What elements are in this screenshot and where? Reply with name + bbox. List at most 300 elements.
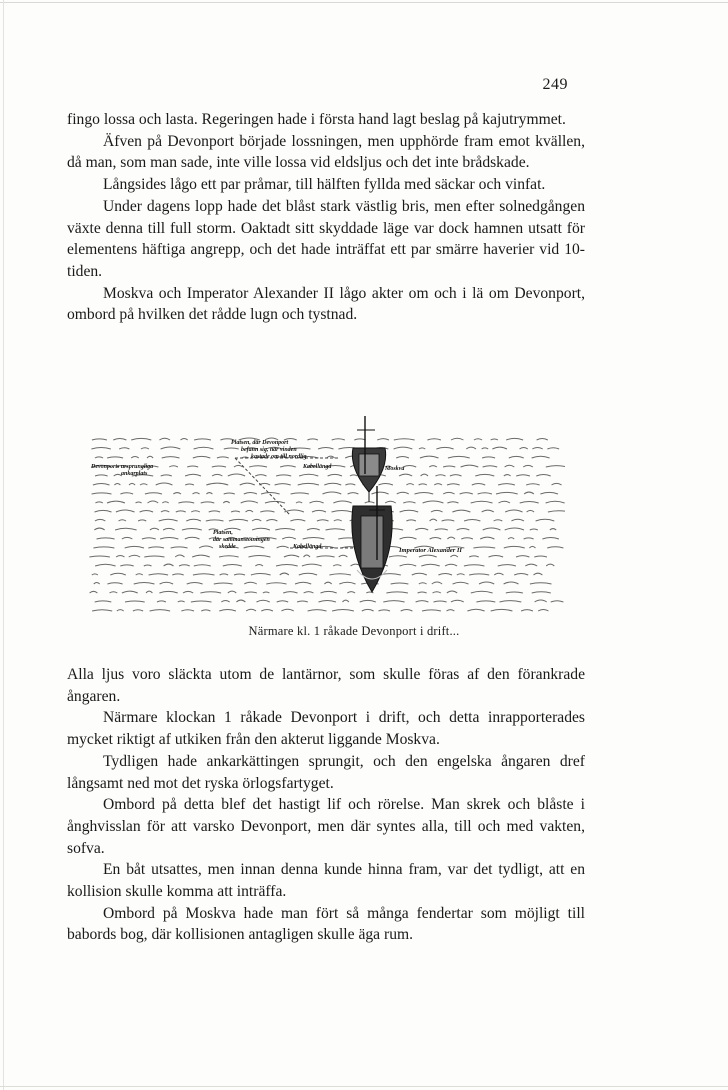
wave-stroke <box>339 582 355 584</box>
wave-stroke <box>329 574 351 575</box>
wave-stroke <box>550 529 556 530</box>
wave-stroke <box>255 565 263 567</box>
wave-stroke <box>532 448 543 450</box>
wave-stroke <box>97 538 115 539</box>
wave-stroke <box>116 556 124 558</box>
wave-stroke <box>187 466 198 467</box>
wave-stroke <box>333 565 341 566</box>
wave-stroke <box>93 547 114 548</box>
wave-stroke <box>396 457 409 459</box>
wave-stroke <box>516 475 530 476</box>
wave-stroke <box>147 456 153 458</box>
wave-stroke <box>478 493 492 494</box>
wave-stroke <box>546 501 565 503</box>
wave-stroke <box>418 592 427 593</box>
wave-stroke <box>223 564 242 566</box>
wave-stroke <box>504 475 511 476</box>
wave-stroke <box>389 556 407 557</box>
wave-stroke <box>134 583 155 585</box>
scan-edge-left <box>3 0 4 1090</box>
wave-stroke <box>377 439 389 440</box>
wave-stroke <box>291 493 309 494</box>
wave-stroke <box>479 582 494 584</box>
wave-stroke <box>317 556 335 557</box>
wave-stroke <box>420 456 439 458</box>
wave-stroke <box>231 511 240 512</box>
wave-stroke <box>146 591 152 593</box>
wave-stroke <box>348 493 359 494</box>
text-block-top <box>67 109 585 326</box>
wave-stroke <box>321 591 337 593</box>
label-moskva: Moskva <box>385 466 405 472</box>
wave-stroke <box>385 501 396 503</box>
wave-stroke <box>546 564 554 566</box>
wave-stroke <box>307 528 320 530</box>
wave-stroke <box>482 510 494 512</box>
wave-stroke <box>266 583 286 584</box>
wave-stroke <box>343 600 349 602</box>
scan-edge-bottom <box>0 1086 728 1087</box>
harbor-drawing <box>85 410 565 618</box>
wave-stroke <box>194 447 214 449</box>
wave-stroke <box>379 610 391 611</box>
wave-stroke <box>141 448 149 449</box>
wave-stroke <box>246 609 256 611</box>
label-ankarplats: ankarplats <box>121 471 148 477</box>
wave-stroke <box>261 493 280 494</box>
wave-stroke <box>299 474 318 476</box>
wave-stroke <box>547 448 559 449</box>
wave-stroke <box>482 457 495 458</box>
wave-stroke <box>514 574 528 576</box>
wave-stroke <box>475 474 494 476</box>
wave-stroke <box>500 601 522 602</box>
wave-stroke <box>280 573 289 575</box>
label-platsen2: där sammanstötningen <box>213 537 270 543</box>
wave-stroke <box>415 528 428 530</box>
wave-stroke <box>142 538 156 539</box>
wave-stroke <box>241 501 258 503</box>
wave-stroke <box>295 582 311 584</box>
wave-stroke <box>187 583 203 585</box>
wave-stroke <box>244 582 257 584</box>
wave-stroke <box>524 538 534 539</box>
wave-stroke <box>113 439 126 441</box>
wave-stroke <box>244 492 257 494</box>
wave-stroke <box>221 601 229 603</box>
wave-stroke <box>419 448 425 449</box>
wave-stroke <box>324 582 331 584</box>
wave-stroke <box>457 574 465 575</box>
wave-stroke <box>365 502 375 503</box>
wave-stroke <box>282 537 296 539</box>
wave-stroke <box>460 493 473 494</box>
wave-stroke <box>161 475 172 476</box>
wave-stroke <box>200 592 221 593</box>
wave-stroke <box>163 528 175 530</box>
wave-stroke <box>401 610 413 612</box>
wave-stroke <box>234 465 243 467</box>
wave-stroke <box>332 439 345 440</box>
wave-stroke <box>304 592 314 593</box>
wave-stroke <box>525 564 537 566</box>
wave-stroke <box>119 448 129 449</box>
wave-stroke <box>209 511 220 512</box>
wave-stroke <box>536 519 555 521</box>
wave-stroke <box>276 475 291 476</box>
wave-stroke <box>534 556 547 557</box>
wave-stroke <box>133 610 143 611</box>
wave-stroke <box>201 502 215 503</box>
wave-stroke <box>161 511 169 512</box>
wave-stroke <box>107 457 123 458</box>
wave-stroke <box>263 592 270 593</box>
wave-stroke <box>323 492 342 494</box>
wave-stroke <box>430 519 437 521</box>
wave-stroke <box>333 501 351 503</box>
wave-stroke <box>94 528 104 530</box>
wave-stroke <box>317 520 329 521</box>
wave-stroke <box>494 573 503 575</box>
wave-stroke <box>378 483 393 485</box>
paragraph: Under dagens lopp hade det blåst stark västlig bris, men efter solnedgången växte denna till full storm. Oaktadt sitt skyddade läge var dock hamnen utsatt för elementens häftiga angrepp, och det hade inträffat ett par smärre haverier vid 10-tiden. <box>67 197 585 280</box>
wave-stroke <box>520 501 539 503</box>
wave-stroke <box>551 601 564 602</box>
paragraph: Ombord på detta blef det hastigt lif och rörelse. Man skrek och blåste i ånghvisslan för att varsko Devonport, men där syntes alla, till och med vakten, sofva. <box>67 796 585 857</box>
wave-stroke <box>403 502 415 503</box>
wave-stroke <box>540 492 558 494</box>
wave-stroke <box>224 448 239 449</box>
wave-stroke <box>228 591 237 593</box>
wave-stroke <box>191 601 212 602</box>
wave-stroke <box>504 546 525 548</box>
wave-stroke <box>114 484 120 486</box>
wave-stroke <box>220 574 229 575</box>
figure-caption <box>0 624 728 639</box>
wave-stroke <box>95 519 106 521</box>
wave-stroke <box>275 529 295 531</box>
wave-stroke <box>399 474 412 476</box>
wave-stroke <box>171 547 188 548</box>
wave-stroke <box>92 439 107 440</box>
paragraph: Närmare klockan 1 råkade Devonport i drift, och detta inrapporterades mycket riktigt af utkiken från den akterut liggande Moskva. <box>67 709 585 749</box>
wave-stroke <box>464 520 480 521</box>
paragraph: Tydligen hade ankarkättingen sprungit, och den engelska ångaren dref långsamt ned mot det ryska örlogsfartyget. <box>67 752 585 792</box>
wave-stroke <box>115 528 137 530</box>
wave-stroke <box>447 537 455 539</box>
figure-caption-text: Närmare kl. 1 råkade Devonport i drift... <box>248 624 460 638</box>
devonport-ship <box>352 416 385 502</box>
wave-stroke <box>179 565 190 566</box>
wave-stroke <box>246 510 254 512</box>
paragraph: Alla ljus voro släckta utom de lantärnor, som skulle föras af den förankrade ångaren. <box>67 666 585 705</box>
wave-stroke <box>217 457 229 458</box>
wave-stroke <box>434 484 442 485</box>
wave-stroke <box>302 564 322 566</box>
wave-stroke <box>138 520 146 521</box>
wave-stroke <box>186 519 201 521</box>
wave-stroke <box>212 474 222 476</box>
wave-stroke <box>492 447 507 449</box>
wave-stroke <box>181 439 188 441</box>
wave-stroke <box>429 466 437 467</box>
wave-stroke <box>129 555 140 557</box>
wave-stroke <box>394 439 415 440</box>
wave-stroke <box>362 609 374 611</box>
label-platform2: befann sig, när vinden <box>241 447 297 453</box>
wave-stroke <box>527 510 535 512</box>
wave-stroke <box>319 601 336 602</box>
wave-stroke <box>489 555 504 557</box>
wave-stroke <box>312 510 326 512</box>
wave-stroke <box>422 610 441 611</box>
wave-stroke <box>173 493 181 494</box>
wave-stroke <box>423 501 444 503</box>
wave-stroke <box>372 492 389 494</box>
wave-stroke <box>536 474 550 476</box>
wave-stroke <box>206 483 228 485</box>
wave-stroke <box>430 538 442 540</box>
wave-stroke <box>140 511 154 512</box>
wave-stroke <box>403 465 416 467</box>
label-platform: Platsen, där Devonport <box>231 440 289 446</box>
wave-stroke <box>504 582 519 584</box>
label-platform3: kastade om till nordlig <box>251 454 307 460</box>
wave-stroke <box>94 583 100 585</box>
wave-stroke <box>119 520 127 521</box>
wave-stroke <box>339 555 348 557</box>
wave-stroke <box>159 438 170 440</box>
wave-stroke <box>178 502 194 503</box>
wave-stroke <box>442 520 455 521</box>
wave-stroke <box>240 483 255 485</box>
wave-stroke <box>534 573 543 575</box>
wave-stroke <box>308 610 327 611</box>
wave-stroke <box>89 556 110 557</box>
page-number: 249 <box>542 76 568 93</box>
wave-stroke <box>538 610 548 612</box>
label-devonport-orig: Devonports ursprungliga <box>91 464 154 470</box>
wave-stroke <box>249 556 271 557</box>
wave-stroke <box>476 601 495 602</box>
wave-stroke <box>212 466 226 467</box>
wave-stroke <box>469 574 489 575</box>
wave-stroke <box>494 520 503 521</box>
wave-stroke <box>275 484 291 485</box>
wave-stroke <box>252 528 270 530</box>
wave-stroke <box>234 574 245 575</box>
wave-stroke <box>131 457 139 459</box>
wave-stroke <box>95 457 103 458</box>
paragraph: Ombord på Moskva hade man fört så många fendertar som möjligt till babords bog, där kollisionen antagligen skulle äga rum. <box>67 904 585 944</box>
wave-stroke <box>116 510 135 512</box>
wave-stroke <box>447 484 460 485</box>
wave-stroke <box>92 493 112 494</box>
wave-stroke <box>391 583 409 584</box>
wave-stroke <box>122 537 133 539</box>
wave-stroke <box>383 601 404 602</box>
wave-stroke <box>161 447 181 449</box>
wave-stroke <box>284 555 299 557</box>
wave-stroke <box>332 510 353 512</box>
wave-stroke <box>95 502 103 503</box>
wave-stroke <box>199 546 213 548</box>
wave-stroke <box>310 501 324 503</box>
wave-stroke <box>201 610 210 611</box>
wave-stroke <box>328 474 342 476</box>
wave-stroke <box>415 492 434 494</box>
wave-stroke <box>451 600 464 602</box>
wave-stroke <box>297 601 308 602</box>
wave-stroke <box>482 448 489 449</box>
wave-stroke <box>95 564 116 566</box>
wave-stroke <box>249 466 267 467</box>
wave-stroke <box>552 483 562 485</box>
wave-stroke <box>546 466 565 467</box>
wave-stroke <box>467 609 484 611</box>
wave-stroke <box>432 582 442 584</box>
wave-stroke <box>457 529 470 530</box>
wave-stroke <box>400 564 417 566</box>
wave-stroke <box>526 484 539 485</box>
wave-stroke <box>260 511 274 512</box>
wave-stroke <box>419 484 427 485</box>
wave-stroke <box>95 601 112 602</box>
ship-illustration <box>85 410 565 618</box>
paragraph: Moskva och Imperator Alexander II lågo akter om och i lä om Devonport, ombord på hvilken det rådde lugn och tystnad. <box>67 284 585 324</box>
wave-stroke <box>159 519 178 521</box>
wave-stroke <box>334 520 342 521</box>
wave-stroke <box>433 592 441 593</box>
wave-stroke <box>283 592 297 593</box>
wave-stroke <box>255 475 266 476</box>
scan-edge-top <box>0 2 728 3</box>
wave-stroke <box>160 538 178 540</box>
wave-stroke <box>160 582 174 584</box>
wave-stroke <box>194 439 211 440</box>
wave-stroke <box>452 510 470 512</box>
wave-stroke <box>508 538 514 539</box>
wave-stroke <box>257 600 270 602</box>
label-kabellangd-2: Kabellängd <box>293 544 322 550</box>
wave-stroke <box>172 574 183 575</box>
wave-stroke <box>228 474 245 476</box>
wave-stroke <box>183 591 193 593</box>
wave-stroke <box>471 501 493 503</box>
wave-stroke <box>193 456 211 458</box>
wave-stroke <box>178 601 185 602</box>
wave-stroke <box>91 448 110 449</box>
wave-stroke <box>516 556 529 557</box>
wave-stroke <box>281 609 293 611</box>
wave-stroke <box>252 519 261 521</box>
wave-stroke <box>505 528 524 530</box>
wave-stroke <box>445 564 457 566</box>
paragraph: fingo lossa och lasta. Regeringen hade i första hand lagt beslag på kajutrymmet. <box>67 111 566 128</box>
wave-stroke <box>473 547 495 548</box>
wave-stroke <box>498 484 515 485</box>
wave-stroke <box>280 466 296 467</box>
wave-stroke <box>469 556 479 557</box>
wave-stroke <box>206 520 224 521</box>
wave-stroke <box>406 520 416 521</box>
wave-stroke <box>483 528 501 530</box>
wave-stroke <box>107 583 122 584</box>
wave-stroke <box>435 529 448 530</box>
wave-stroke <box>471 591 493 593</box>
wave-stroke <box>95 510 112 512</box>
wave-stroke <box>505 510 522 512</box>
wave-stroke <box>191 511 200 512</box>
wave-stroke <box>290 520 305 522</box>
wave-stroke <box>505 465 515 467</box>
wave-stroke <box>394 447 413 449</box>
wave-stroke <box>461 465 479 467</box>
wave-stroke <box>120 493 133 494</box>
wave-stroke <box>450 475 462 476</box>
wave-stroke <box>117 610 124 611</box>
wave-stroke <box>120 565 133 566</box>
wave-stroke <box>324 483 341 485</box>
wave-stroke <box>360 600 376 602</box>
wave-stroke <box>149 574 169 575</box>
wave-stroke <box>162 457 180 458</box>
wave-stroke <box>419 583 427 584</box>
wave-stroke <box>400 510 419 512</box>
wave-stroke <box>185 537 200 539</box>
wave-stroke <box>350 475 357 476</box>
wave-stroke <box>159 591 177 593</box>
wave-stroke <box>219 556 239 557</box>
wave-stroke <box>547 547 563 548</box>
wave-stroke <box>345 484 355 485</box>
wave-stroke <box>277 601 289 602</box>
wave-stroke <box>524 492 534 494</box>
wave-stroke <box>447 610 455 611</box>
wave-stroke <box>95 475 108 476</box>
wave-stroke <box>307 439 318 440</box>
wave-stroke <box>474 439 482 440</box>
wave-stroke <box>176 511 186 512</box>
wave-stroke <box>298 483 319 485</box>
wave-stroke <box>251 573 271 575</box>
wave-stroke <box>92 574 98 575</box>
wave-stroke <box>354 439 365 440</box>
wave-stroke <box>421 474 428 476</box>
wave-stroke <box>491 609 513 611</box>
wave-stroke <box>491 439 498 440</box>
wave-stroke <box>122 591 138 593</box>
wave-stroke <box>438 574 452 576</box>
wave-stroke <box>450 555 458 557</box>
wave-stroke <box>453 582 469 584</box>
wave-stroke <box>451 438 463 440</box>
label-kabellangd-1: Kabellängd <box>303 464 332 470</box>
wave-stroke <box>532 456 550 458</box>
wave-stroke <box>93 484 110 486</box>
paragraph: En båt utsattes, men innan denna kunde hinna fram, var det tydligt, att en kollision skulle komma att inträffa. <box>67 861 585 901</box>
wave-stroke <box>145 493 162 494</box>
wave-stroke <box>431 510 443 512</box>
wave-stroke <box>136 502 142 503</box>
wave-stroke <box>303 538 325 540</box>
wave-stroke <box>185 474 201 476</box>
wave-stroke <box>434 601 447 602</box>
wave-stroke <box>521 610 533 611</box>
wave-stroke <box>125 601 145 602</box>
wave-stroke <box>110 573 126 575</box>
wave-stroke <box>244 546 265 548</box>
